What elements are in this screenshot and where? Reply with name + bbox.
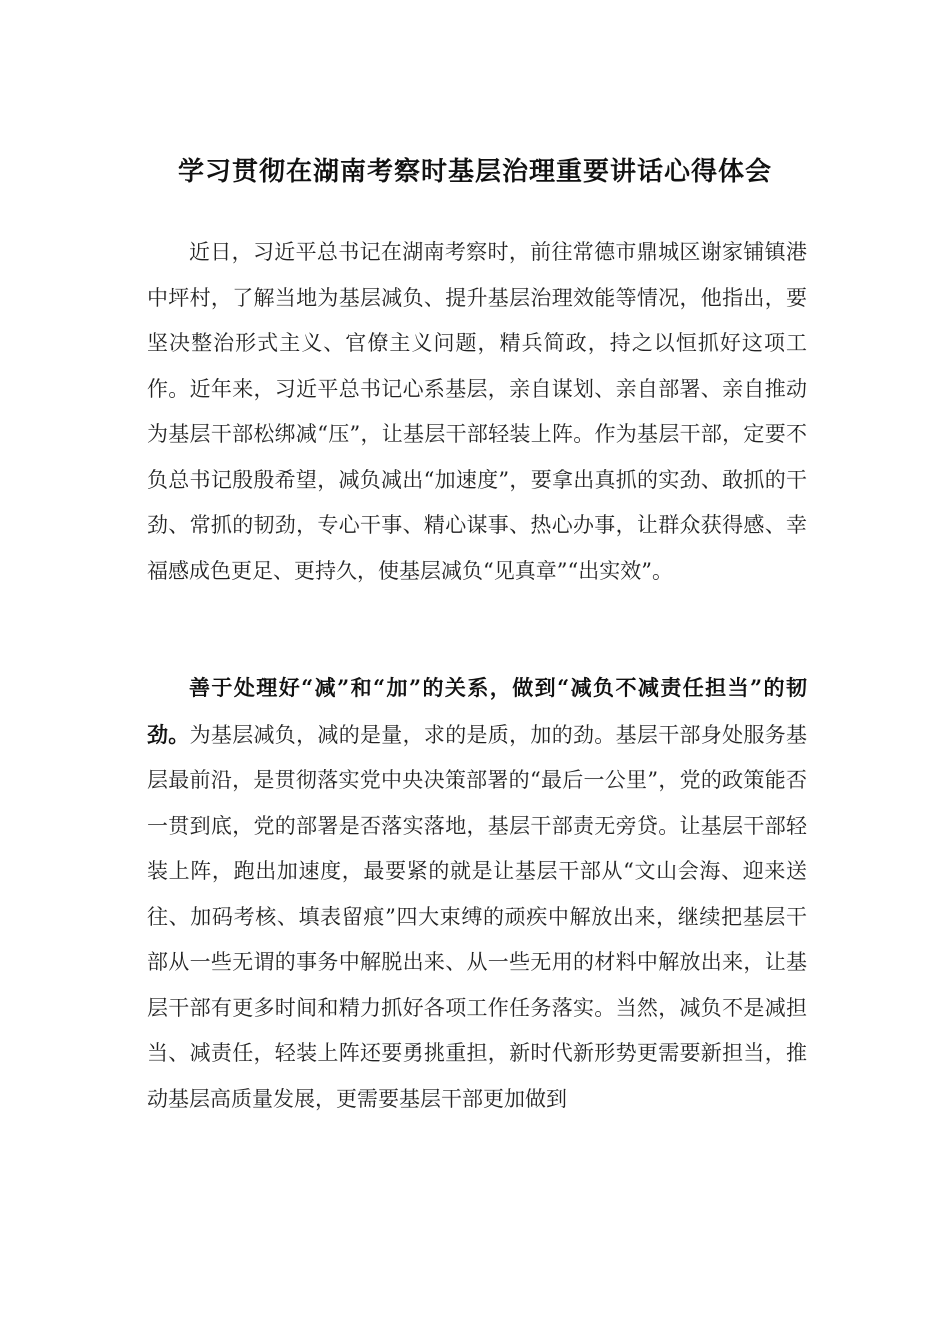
paragraph-lead-heading: 善于处理好“减”和“加”的关系，做到“减负不减责任担当”的韧劲。: [147, 675, 807, 747]
page-title: 学习贯彻在湖南考察时基层治理重要讲话心得体会: [177, 157, 772, 187]
paragraph-intro: [147, 230, 807, 594]
paragraph-text: 为基层减负，减的是量，求的是质，加的劲。基层干部身处服务基层最前沿，是贯彻落实党中央决策部署的“最后一公里”，党的政策能否一贯到底，党的部署是否落实落地，基层干部责无旁贷。让基层干部轻装上阵，跑出加速度，最要紧的就是让基层干部从“文山会海、迎来送往、加码考核、填表留痕”四大束缚的顽疾中解放出来，继续把基层干部从一些无谓的事务中解脱出来、从一些无用的材料中解放出来，让基层干部有更多时间和精力抓好各项工作任务落实。当然，减负不是减担当、减责任，轻装上阵还要勇挑重担，新时代新形势更需要新担当，推动基层高质量发展，更需要基层干部更加做到: [147, 722, 808, 1111]
paragraph-reduce-add: [147, 665, 807, 1122]
paragraph-text: 近日，习近平总书记在湖南考察时，前往常德市鼎城区谢家铺镇港中坪村，了解当地为基层减负、提升基层治理效能等情况，他指出，要坚决整治形式主义、官僚主义问题，精兵简政，持之以恒抓好这项工作。近年来，习近平总书记心系基层，亲自谋划、亲自部署、亲自推动为基层干部松绑减“压”，让基层干部轻装上阵。作为基层干部，定要不负总书记殷殷希望，减负减出“加速度”，要拿出真抓的实劲、敢抓的干劲、常抓的韧劲，专心干事、精心谋事、热心办事，让群众获得感、幸福感成色更足、更持久，使基层减负“见真章”“出实效”。: [147, 240, 807, 583]
